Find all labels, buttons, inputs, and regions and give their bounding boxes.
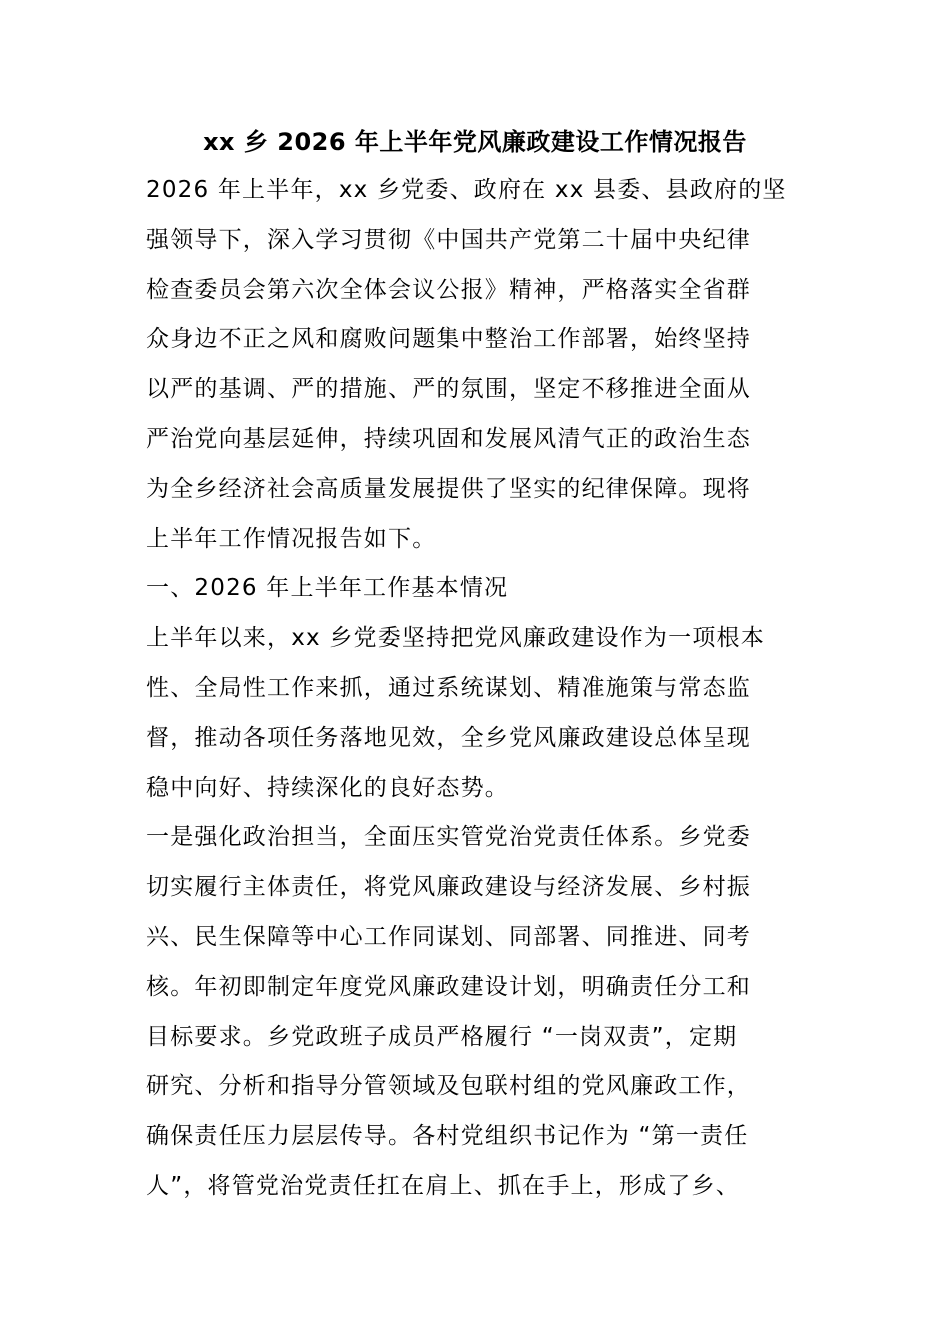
text-line: 为全乡经济社会高质量发展提供了坚实的纪律保障。现将 (146, 475, 751, 502)
text-line: 确保责任压力层层传导。各村党组织书记作为 “第一责任 (146, 1123, 749, 1150)
text-line: 稳中向好、持续深化的良好态势。 (146, 774, 509, 801)
text-line: 检查委员会第六次全体会议公报》精神，严格落实全省群 (146, 276, 751, 303)
text-line: 众身边不正之风和腐败问题集中整治工作部署，始终坚持 (146, 326, 751, 353)
text-line: 一是强化政治担当，全面压实管党治党责任体系。乡党委 (146, 824, 751, 851)
text-line: 兴、民生保障等中心工作同谋划、同部署、同推进、同考 (146, 923, 751, 950)
text-line: 以严的基调、严的措施、严的氛围，坚定不移推进全面从 (146, 376, 751, 403)
text-line: 研究、分析和指导分管领域及包联村组的党风廉政工作， (146, 1073, 751, 1100)
text-line: 督，推动各项任务落地见效，全乡党风廉政建设总体呈现 (146, 724, 751, 751)
text-line: 目标要求。乡党政班子成员严格履行 “一岗双责”，定期 (146, 1023, 738, 1050)
text-line: 上半年以来，xx 乡党委坚持把党风廉政建设作为一项根本 (146, 625, 765, 652)
text-line: 上半年工作情况报告如下。 (146, 525, 437, 552)
document-title: xx 乡 2026 年上半年党风廉政建设工作情况报告 (203, 128, 747, 156)
paragraph-point-one (146, 813, 810, 1211)
text-line: 人”，将管党治党责任扛在肩上、抓在手上，形成了乡、 (146, 1172, 740, 1199)
text-line: 核。年初即制定年度党风廉政建设计划，明确责任分工和 (146, 973, 751, 1000)
text-line: 一、2026 年上半年工作基本情况 (146, 575, 509, 602)
text-line: 性、全局性工作来抓，通过系统谋划、精准施策与常态监 (146, 674, 751, 701)
text-line: 严治党向基层延伸，持续巩固和发展风清气正的政治生态 (146, 425, 751, 452)
paragraph-intro (146, 166, 810, 564)
text-line: 切实履行主体责任，将党风廉政建设与经济发展、乡村振 (146, 874, 751, 901)
document-body (146, 166, 810, 1212)
paragraph-overview (146, 614, 810, 813)
text-line: 2026 年上半年，xx 乡党委、政府在 xx 县委、县政府的坚 (146, 177, 787, 203)
text-line: 强领导下，深入学习贯彻《中国共产党第二十届中央纪律 (146, 226, 751, 253)
section-heading (146, 564, 810, 614)
